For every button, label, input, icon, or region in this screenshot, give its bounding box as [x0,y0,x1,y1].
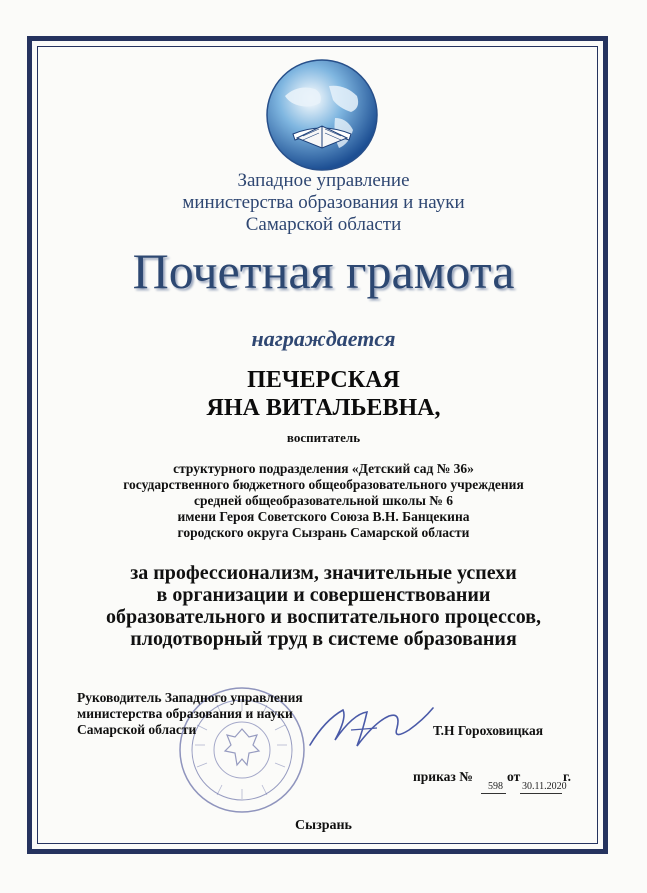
signer-line: Самарской области [77,722,197,737]
order-label: приказ № [413,769,473,784]
organization-line: имени Героя Советского Союза В.Н. Банцекина [177,509,470,524]
organization-block [40,461,607,541]
issuer-line: Самарской области [245,214,402,235]
order-number-underline [481,793,506,794]
merits-line: за профессионализм, значительные успехи [130,562,517,584]
handwritten-signature-icon [305,700,440,755]
organization-line: государственного бюджетного общеобразовательного учреждения [123,477,524,492]
order-date-underline [520,793,562,794]
order-from-label: от [507,769,521,784]
recipient-position: воспитатель [286,430,361,445]
globe-book-logo-icon [263,56,381,174]
signer-line: Руководитель Западного управления [77,690,303,705]
order-year-suffix: г. [563,769,571,784]
signer-line: министерства образования и науки [77,706,293,721]
merits-line: образовательного и воспитательного процессов, [105,606,542,628]
merits-block [40,562,607,650]
awarded-label: награждается [251,326,396,351]
issuer-line: министерства образования и науки [182,192,465,213]
issuer-block [40,170,607,236]
signer-title-block [77,690,303,738]
organization-line: структурного подразделения «Детский сад № 36» [173,461,474,476]
issuer-line: Западное управление [237,170,410,191]
city-name: Сызрань [295,818,352,833]
recipient-surname: ПЕЧЕРСКАЯ [247,367,400,393]
recipient-given-names: ЯНА ВИТАЛЬЕВНА, [206,395,441,421]
certificate-title: Почетная грамота [132,243,515,299]
merits-line: плодотворный труд в системе образования [130,628,517,650]
organization-line: средней общеобразовательной школы № 6 [194,493,453,508]
organization-line: городского округа Сызрань Самарской области [177,525,470,540]
merits-line: в организации и совершенствовании [156,584,491,606]
order-number: 598 [488,781,503,792]
signer-name: Т.Н Гороховицкая [433,723,544,738]
recipient-name [40,366,607,422]
order-date: 30.11.2020 [522,781,567,792]
